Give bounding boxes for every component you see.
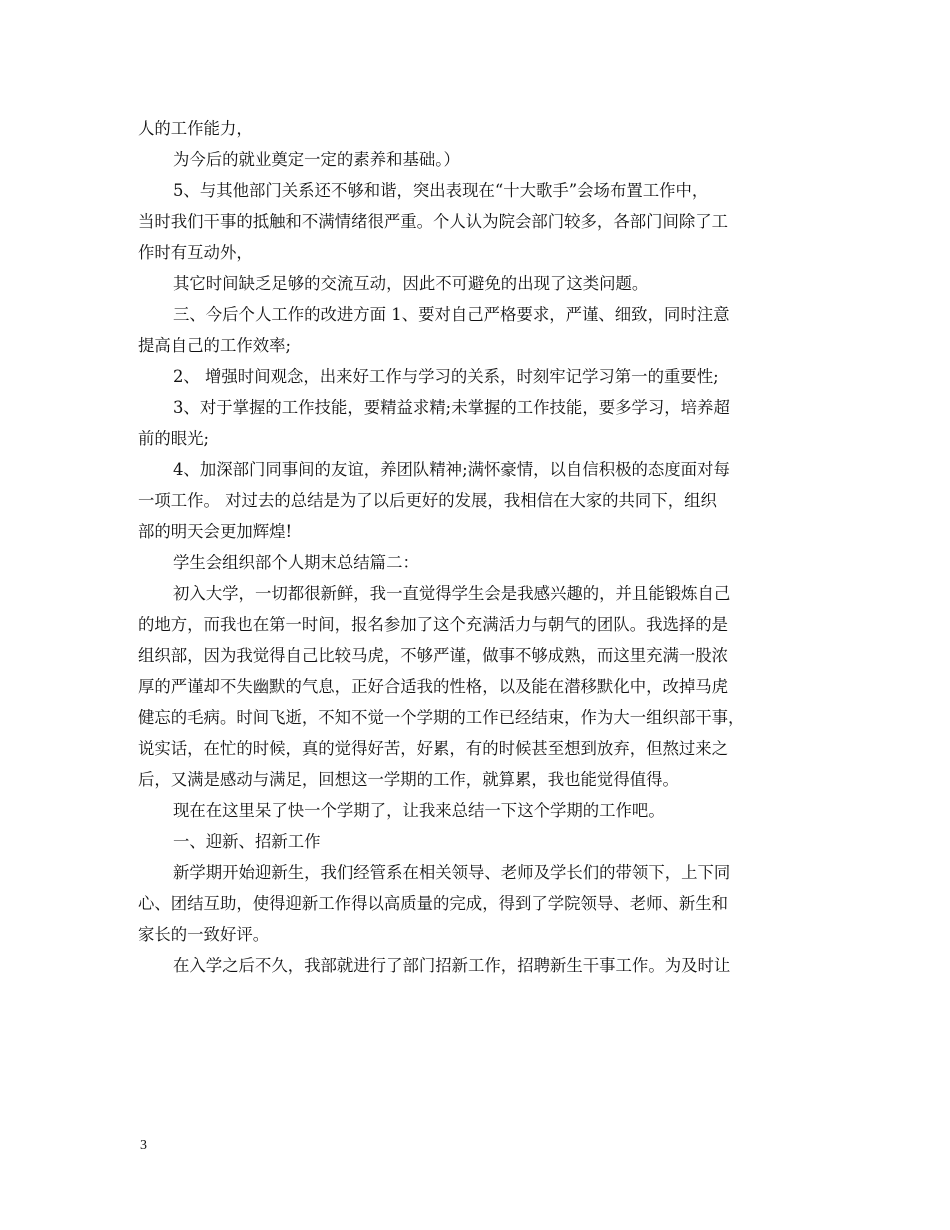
text-line: 当时我们干事的抵触和不满情绪很严重。个人认为院会部门较多，各部门间除了工	[138, 212, 729, 231]
text-line: 健忘的毛病。时间飞逝，不知不觉一个学期的工作已经结束，作为大一组织部干事，	[138, 708, 745, 727]
text-line: 3、对于掌握的工作技能，要精益求精;未掌握的工作技能，要多学习，培养超	[173, 398, 730, 417]
text-line: 厚的严谨却不失幽默的气息，正好合适我的性格，以及能在潜移默化中，改掉马虎	[138, 677, 729, 696]
text-line: 心、团结互助，使得迎新工作得以高质量的完成，得到了学院领导、老师、新生和	[138, 894, 729, 913]
text-line: 其它时间缺乏足够的交流互动，因此不可避免的出现了这类问题。	[173, 274, 649, 293]
text-line: 提高自己的工作效率;	[138, 336, 292, 355]
document-body	[138, 113, 818, 981]
text-line: 2、 增强时间观念，出来好工作与学习的关系，时刻牢记学习第一的重要性;	[173, 367, 719, 386]
section-heading: 一、迎新、招新工作	[173, 832, 321, 851]
text-line: 为今后的就业奠定一定的素养和基础。）	[173, 150, 460, 169]
text-line: 前的眼光;	[138, 429, 210, 448]
text-line: 在入学之后不久，我部就进行了部门招新工作，招聘新生干事工作。为及时让	[173, 956, 731, 975]
text-line: 初入大学，一切都很新鲜，我一直觉得学生会是我感兴趣的，并且能锻炼自己	[173, 584, 731, 603]
text-line: 现在在这里呆了快一个学期了，让我来总结一下这个学期的工作吧。	[173, 801, 665, 820]
text-line: 一项工作。 对过去的总结是为了以后更好的发展，我相信在大家的共同下，组织	[138, 491, 717, 510]
text-line: 部的明天会更加辉煌!	[138, 522, 293, 541]
text-line: 后，又满是感动与满足，回想这一学期的工作，就算累，我也能觉得值得。	[138, 770, 679, 789]
text-line: 5、与其他部门关系还不够和谐，突出表现在“十大歌手”会场布置工作中，	[173, 181, 709, 200]
text-line: 家长的一致好评。	[138, 925, 270, 944]
text-line: 组织部，因为我觉得自己比较马虎，不够严谨，做事不够成熟，而这里充满一股浓	[138, 646, 729, 665]
page-number: 3	[140, 1138, 147, 1153]
text-line: 的地方，而我也在第一时间，报名参加了这个充满活力与朝气的团队。我选择的是	[138, 615, 729, 634]
text-line: 作时有互动外，	[138, 243, 253, 262]
text-line: 新学期开始迎新生，我们经管系在相关领导、老师及学长们的带领下，上下同	[173, 863, 731, 882]
text-line: 三、今后个人工作的改进方面 1、要对自己严格要求，严谨、细致，同时注意	[173, 305, 730, 324]
text-line: 人的工作能力，	[138, 119, 253, 138]
text-line: 说实话，在忙的时候，真的觉得好苦，好累，有的时候甚至想到放弃，但熬过来之	[138, 739, 729, 758]
section-heading: 学生会组织部个人期末总结篇二：	[173, 553, 419, 572]
text-line: 4、加深部门同事间的友谊，养团队精神;满怀豪情，以自信积极的态度面对每	[173, 460, 730, 479]
